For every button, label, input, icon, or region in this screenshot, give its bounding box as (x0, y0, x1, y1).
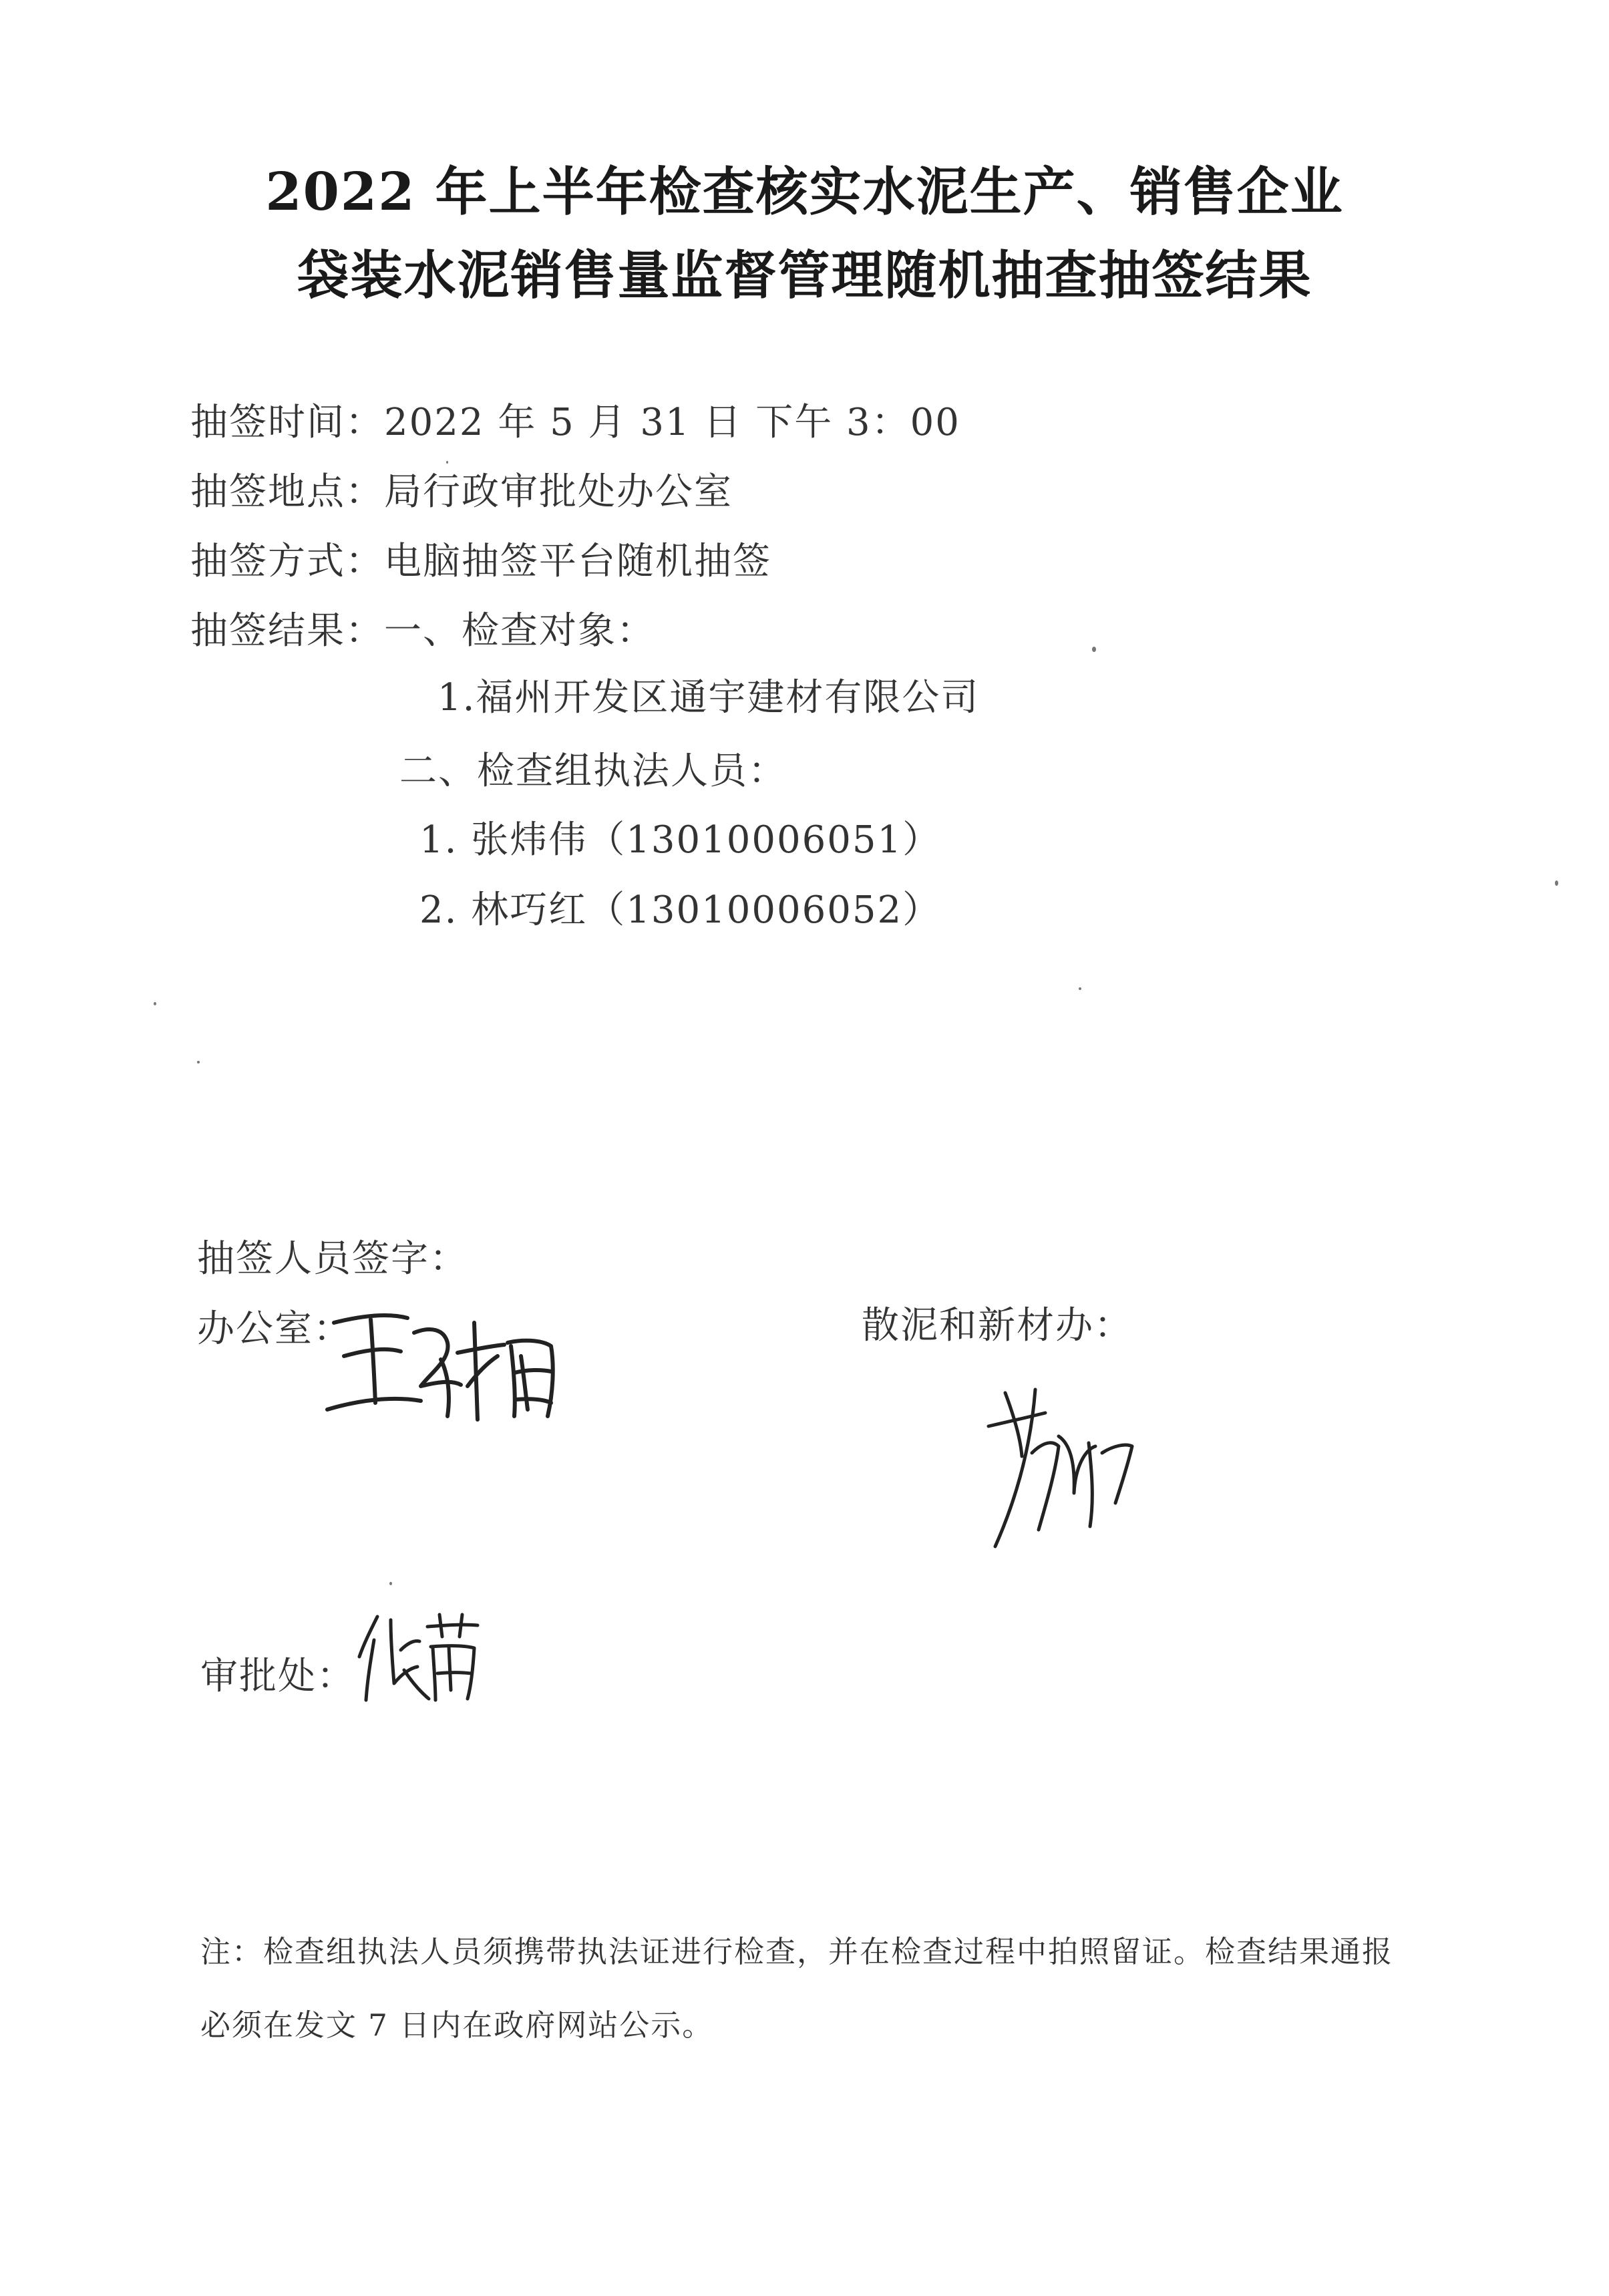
inspection-target-heading: 一、检查对象： (384, 609, 655, 653)
scan-speck (1079, 987, 1081, 990)
draw-time-value: 2022 年 5 月 31 日 下午 3：00 (384, 401, 960, 444)
bulk-cement-office-label: 散泥和新材办： (862, 1304, 1133, 1347)
bulk-office-handwritten-signature (975, 1379, 1142, 1553)
draw-time-label: 抽签时间： (190, 401, 384, 444)
office-signature-label: 办公室： (197, 1307, 352, 1351)
approval-handwritten-signature (354, 1607, 488, 1707)
footnote-line-1: 注：检查组执法人员须携带执法证进行检查，并在检查过程中拍照留证。检查结果通报 (200, 1934, 1394, 1969)
inspector-item-2: 2. 林巧红（13010006052） (419, 888, 942, 932)
scan-speck (1555, 880, 1558, 886)
draw-place-value: 局行政审批处办公室 (384, 470, 733, 514)
draw-time-row (190, 393, 960, 446)
scan-speck (197, 1061, 200, 1063)
draw-method-value: 电脑抽签平台随机抽签 (384, 540, 771, 583)
draw-result-row (190, 601, 655, 655)
draw-method-label: 抽签方式： (190, 540, 384, 583)
inspection-target-item: 1.福州开发区通宇建材有限公司 (437, 676, 980, 719)
scan-speck (446, 461, 448, 464)
inspector-item-1: 1. 张炜伟（13010006051） (419, 818, 942, 862)
footnote-line-2: 必须在发文 7 日内在政府网站公示。 (200, 2007, 714, 2043)
draw-method-row (190, 532, 771, 585)
draw-place-row (190, 462, 733, 516)
scan-speck (389, 1582, 392, 1585)
scan-speck (1092, 647, 1096, 652)
document-title-line-2: 袋装水泥销售量监督管理随机抽查抽签结果 (297, 245, 1312, 306)
signature-heading: 抽签人员签字： (197, 1237, 468, 1281)
draw-result-label: 抽签结果： (190, 609, 384, 653)
office-handwritten-signature (314, 1293, 568, 1426)
inspection-personnel-heading: 二、检查组执法人员： (399, 750, 787, 793)
draw-place-label: 抽签地点： (190, 470, 384, 514)
document-title-line-1: 2022 年上半年检查核实水泥生产、销售企业 (265, 162, 1344, 222)
approval-dept-label: 审批处： (200, 1655, 355, 1698)
scan-speck (154, 1002, 156, 1005)
